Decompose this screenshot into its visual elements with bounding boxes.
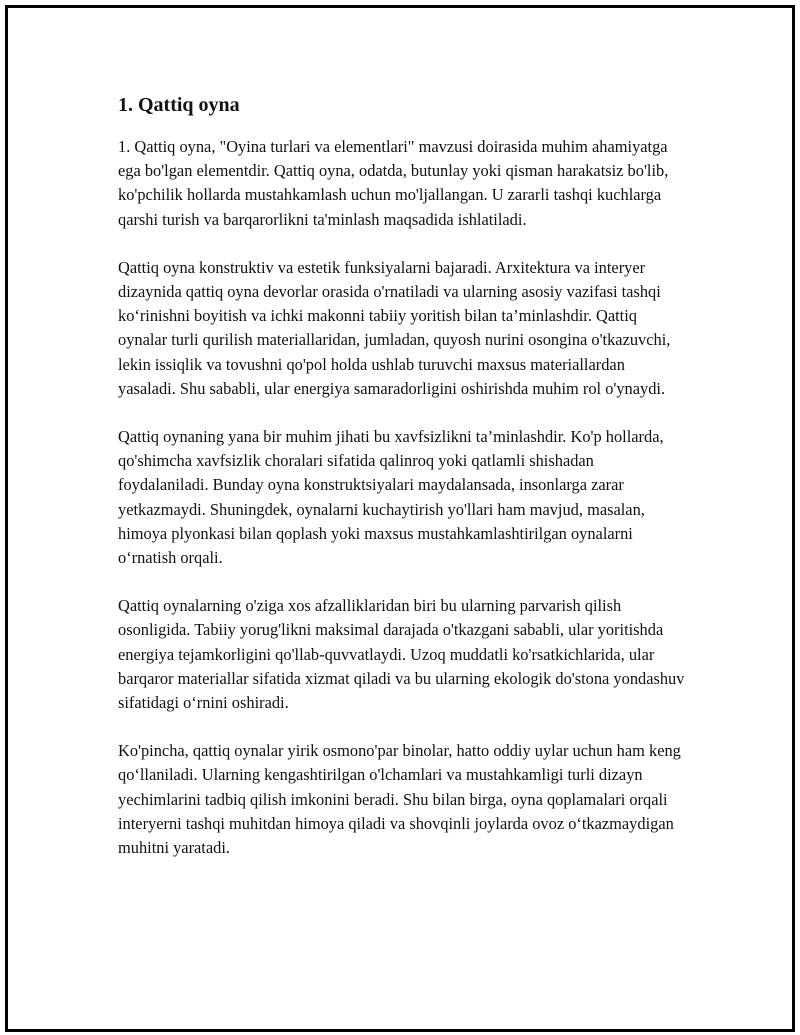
document-body xyxy=(118,92,686,884)
paragraph-5: Ko'pincha, qattiq oynalar yirik osmono'par binolar, hatto oddiy uylar uchun ham keng qo‘llaniladi. Ularning kengashtirilgan o'lchamlari va mustahkamligi turli dizayn yechimlarini tadbiq qilish imkonini beradi. Shu bilan birga, oyna qoplamalari orqali interyerni tashqi muhitdan himoya qiladi va shovqinli joylarda ovoz o‘tkazmaydigan muhitni yaratadi. xyxy=(118,741,681,858)
paragraph-3: Qattiq oynaning yana bir muhim jihati bu xavfsizlikni ta’minlashdir. Ko'p hollarda, qo'shimcha xavfsizlik choralari sifatida qalinroq yoki qatlamli shishadan foydalaniladi. Bunday oyna konstruktsiyalari maydalansada, insonlarga zarar yetkazmaydi. Shuningdek, oynalarni kuchaytirish yo'llari ham mavjud, masalan, himoya plyonkasi bilan qoplash yoki maxsus mustahkamlashtirilgan oynalarni o‘rnatish orqali. xyxy=(118,427,664,568)
paragraph-4: Qattiq oynalarning o'ziga xos afzalliklaridan biri bu ularning parvarish qilish osonligida. Tabiiy yorug'likni maksimal darajada o'tkazgani sababli, ular yoritishda energiya tejamkorligini qo'llab-quvvatlaydi. Uzoq muddatli ko'rsatkichlarida, ular barqaror materiallar sifatida xizmat qiladi va bu ularning ekologik do'stona yondashuv sifatidagi o‘rnini oshiradi. xyxy=(118,596,685,713)
paragraph-1: 1. Qattiq oyna, "Oyina turlari va elementlari" mavzusi doirasida muhim ahamiyatga ega bo'lgan elementdir. Qattiq oyna, odatda, butunlay yoki qisman harakatsiz bo'lib, ko'pchilik hollarda mustahkamlash uchun mo'ljallangan. U zararli tashqi kuchlarga qarshi turish va barqarorlikni ta'minlash maqsadida ishlatiladi. xyxy=(118,137,669,229)
paragraph-2: Qattiq oyna konstruktiv va estetik funksiyalarni bajaradi. Arxitektura va interyer dizaynida qattiq oyna devorlar orasida o'rnatiladi va ularning asosiy vazifasi tashqi ko‘rinishni boyitish va ichki makonni tabiiy yoritish bilan ta’minlashdir. Qattiq oynalar turli qurilish materiallaridan, jumladan, quyosh nurini osongina o'tkazuvchi, lekin issiqlik va tovushni qo'pol holda ushlab turuvchi maxsus materiallardan yasaladi. Shu sababli, ular energiya samaradorligini oshirishda muhim rol o'ynaydi. xyxy=(118,257,671,398)
section-heading: 1. Qattiq oyna xyxy=(118,94,240,116)
